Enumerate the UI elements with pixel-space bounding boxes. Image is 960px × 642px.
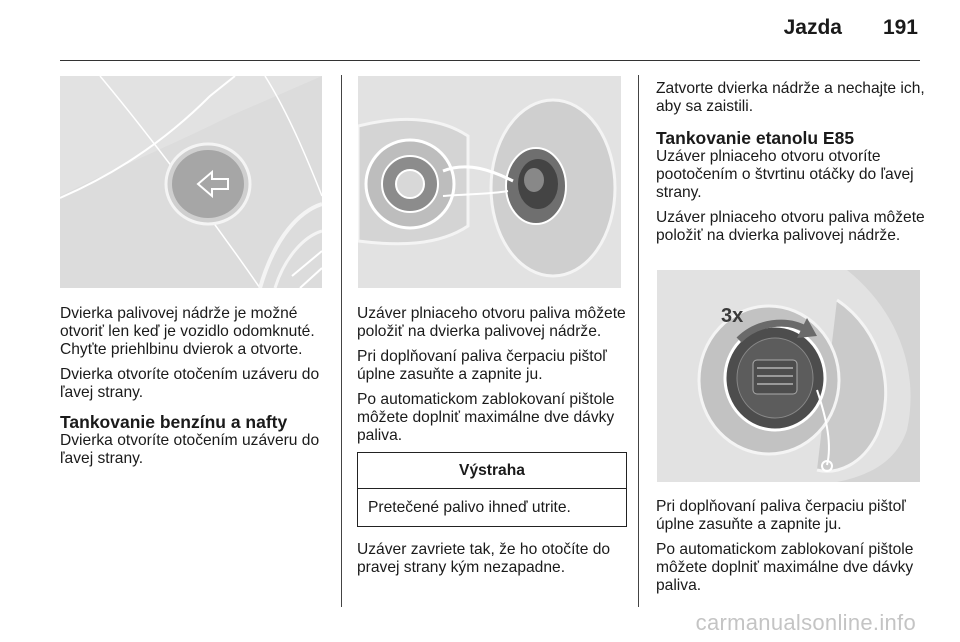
col3-paragraph-3: Uzáver plniaceho otvoru paliva môžete položiť na dvierka palivovej nádrže.: [656, 209, 925, 244]
heading-e85: Tankovanie etanolu E85: [656, 128, 855, 148]
fuel-door-illustration: [60, 76, 322, 288]
column-3-bottom: [656, 498, 926, 602]
warning-title: Výstraha: [358, 453, 626, 489]
chapter-title: Jazda: [783, 16, 842, 39]
watermark: carmanualsonline.info: [695, 610, 916, 635]
column-divider-2: [638, 75, 639, 607]
column-1: [60, 305, 328, 475]
col1-paragraph-2: Dvierka otvoríte otočením uzáveru do ľavej strany.: [60, 366, 320, 401]
col2-paragraph-1: Uzáver plniaceho otvoru paliva môžete položiť na dvierka palivovej nádrže.: [357, 305, 626, 340]
column-divider-1: [341, 75, 342, 607]
col2-paragraph-3: Po automatickom zablokovaní pištole môžete doplniť maximálne dve dávky paliva.: [357, 391, 615, 444]
warning-box: [357, 452, 627, 527]
col2-paragraph-4: Uzáver zavriete tak, že ho otočíte do pravej strany kým nezapadne.: [357, 541, 611, 576]
col3-paragraph-4: Pri doplňovaní paliva čerpaciu pištoľ úplne zasuňte a zapnite ju.: [656, 498, 906, 533]
col3-paragraph-5: Po automatickom zablokovaní pištole môžete doplniť maximálne dve dávky paliva.: [656, 541, 914, 594]
col1-paragraph-1: Dvierka palivovej nádrže je možné otvoriť len keď je vozidlo odomknuté. Chyťte priehlbinu dvierok a otvorte.: [60, 305, 315, 358]
heading-petrol-diesel: Tankovanie benzínu a nafty: [60, 412, 288, 432]
e85-cap-illustration: [657, 270, 920, 482]
rotation-count-label: 3x: [721, 305, 744, 327]
column-3-top: [656, 80, 926, 252]
col3-paragraph-1: Zatvorte dvierka nádrže a nechajte ich, aby sa zaistili.: [656, 80, 925, 115]
col3-paragraph-2: Uzáver plniaceho otvoru otvoríte pootočením o štvrtinu otáčky do ľavej strany.: [656, 148, 914, 201]
warning-text: Pretečené palivo ihneď utrite.: [368, 499, 571, 516]
e85-cap-drawing: [657, 270, 920, 482]
fuel-cap-illustration: [358, 76, 621, 288]
column-2: [357, 305, 627, 584]
fuel-cap-drawing: [358, 76, 621, 288]
col1-paragraph-3: Dvierka otvoríte otočením uzáveru do ľavej strany.: [60, 432, 320, 467]
col2-paragraph-2: Pri doplňovaní paliva čerpaciu pištoľ úplne zasuňte a zapnite ju.: [357, 348, 607, 383]
page-number: 191: [882, 16, 918, 39]
fuel-door-drawing: [60, 76, 322, 288]
header-rule: [60, 60, 920, 61]
